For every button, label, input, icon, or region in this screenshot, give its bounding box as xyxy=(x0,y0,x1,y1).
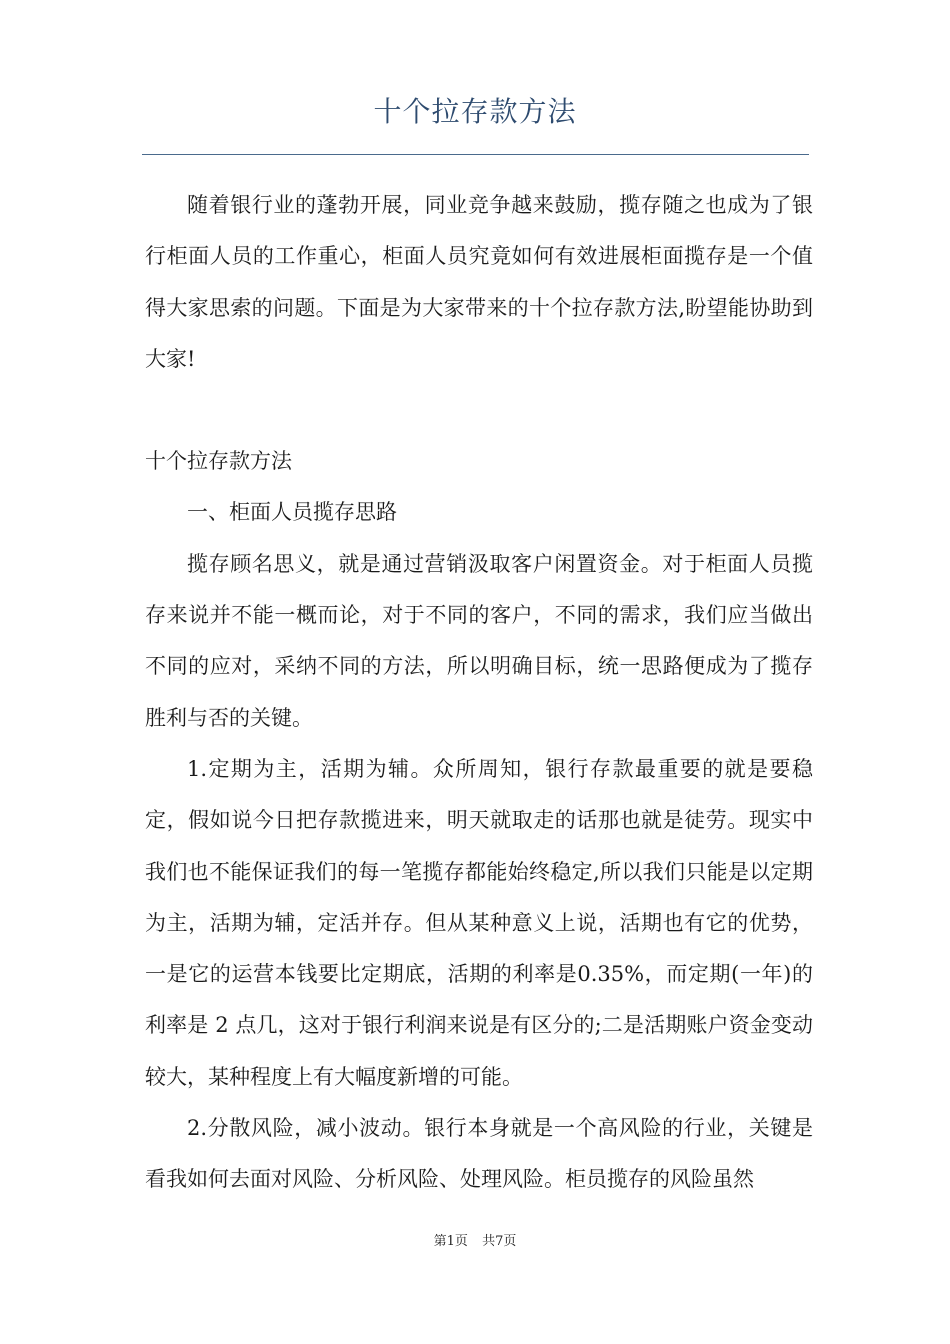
body-paragraph: 2.分散风险，减小波动。银行本身就是一个高风险的行业，关键是看我如何去面对风险、分析风险、处理风险。柜员揽存的风险虽然 xyxy=(145,1116,813,1192)
title-divider xyxy=(142,154,809,155)
subsection-heading: 一、柜面人员揽存思路 xyxy=(187,500,397,525)
document-body xyxy=(145,180,813,1206)
body-paragraph: 1.定期为主，活期为辅。众所周知，银行存款最重要的就是要稳定，假如说今日把存款揽进来，明天就取走的话那也就是徒劳。现实中我们也不能保证我们的每一笔揽存都能始终稳定,所以我们只能是以定期为主，活期为辅，定活并存。但从某种意义上说，活期也有它的优势，一是它的运营本钱要比定期底，活期的利率是0.35%，而定期(一年)的利率是 2 点几，这对于银行利润来说是有区分的;二是活期账户资金变动较大，某种程度上有大幅度新增的可能。 xyxy=(145,756,813,1089)
page-total: 共7页 xyxy=(482,1234,517,1249)
section-heading: 十个拉存款方法 xyxy=(145,449,292,474)
intro-paragraph: 随着银行业的蓬勃开展，同业竞争越来鼓励，揽存随之也成为了银行柜面人员的工作重心，柜面人员究竟如何有效进展柜面揽存是一个值得大家思索的问题。下面是为大家带来的十个拉存款方法,盼望能协助到大家! xyxy=(145,193,813,371)
paragraph-spacer xyxy=(145,385,813,436)
page-footer xyxy=(0,1233,950,1251)
page-number: 第1页 xyxy=(433,1234,468,1249)
body-paragraph: 揽存顾名思义，就是通过营销汲取客户闲置资金。对于柜面人员揽存来说并不能一概而论，对于不同的客户，不同的需求，我们应当做出不同的应对，采纳不同的方法，所以明确目标，统一思路便成为了揽存胜利与否的关键。 xyxy=(145,551,813,730)
document-title: 十个拉存款方法 xyxy=(373,95,577,128)
